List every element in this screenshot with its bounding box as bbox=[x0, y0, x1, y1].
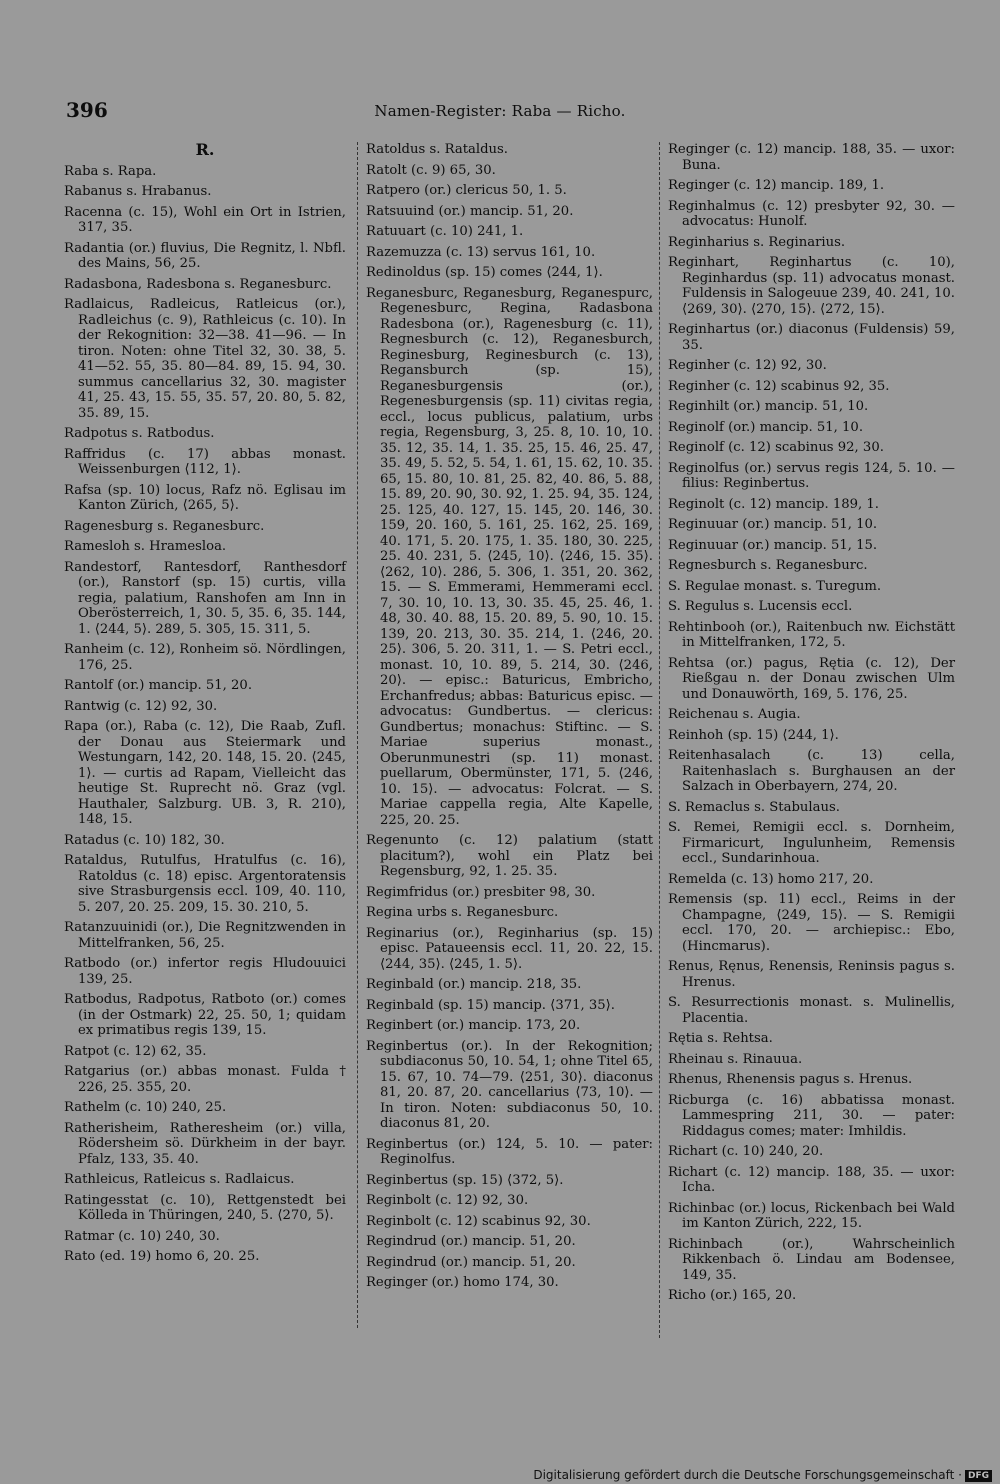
index-entry: Reginbertus (sp. 15) ⟨372, 5⟩. bbox=[366, 1172, 564, 1188]
index-entry: Rętia s. Rehtsa. bbox=[668, 1031, 773, 1046]
index-entry: Rehtsa (or.) pagus, Rętia (c. 12), Der Rießgau n. der Donau zwischen Ulm und Donauwörth, 169, 5. 176, 25. bbox=[668, 655, 955, 702]
index-entry: Rantwig (c. 12) 92, 30. bbox=[64, 698, 218, 714]
index-entry: Reginbolt (c. 12) scabinus 92, 30. bbox=[366, 1213, 591, 1229]
index-entry: Ratsuuind (or.) mancip. 51, 20. bbox=[366, 203, 574, 219]
index-entry: Regimfridus (or.) presbiter 98, 30. bbox=[366, 884, 596, 900]
index-entry: Ratbodus, Radpotus, Ratboto (or.) comes (in der Ostmark) 22, 25. 50, 1; quidam ex primatibus regis 139, 15. bbox=[64, 992, 346, 1038]
index-entry: Reginbertus (or.) 124, 5. 10. — pater: Reginolfus. bbox=[366, 1136, 653, 1167]
index-entry: Reginolf (or.) mancip. 51, 10. bbox=[668, 419, 864, 435]
index-entry: Ratbodo (or.) infertor regis Hludouuici 139, 25. bbox=[64, 956, 346, 987]
index-entry: Reginbald (or.) mancip. 218, 35. bbox=[366, 977, 582, 992]
index-column-2 bbox=[366, 142, 653, 1334]
index-entry: Reginger (c. 12) mancip. 189, 1. bbox=[668, 178, 885, 193]
index-entry: S. Regulae monast. s. Turegum. bbox=[668, 578, 882, 594]
index-entry: Reichenau s. Augia. bbox=[668, 707, 801, 722]
index-entry: Rathleicus, Ratleicus s. Radlaicus. bbox=[64, 1172, 295, 1187]
index-entry: Reginbolt (c. 12) 92, 30. bbox=[366, 1193, 529, 1208]
index-entry: Reginharius s. Reginarius. bbox=[668, 234, 846, 250]
index-entry: Richart (c. 10) 240, 20. bbox=[668, 1144, 824, 1159]
index-entry: Reginolf (c. 12) scabinus 92, 30. bbox=[668, 440, 884, 455]
index-entry: Richart (c. 12) mancip. 188, 35. — uxor: Icha. bbox=[668, 1164, 955, 1195]
index-entry: S. Regulus s. Lucensis eccl. bbox=[668, 599, 853, 614]
index-entry: Ratpero (or.) clericus 50, 1. 5. bbox=[366, 183, 567, 198]
index-entry: Ratuuart (c. 10) 241, 1. bbox=[366, 224, 524, 239]
index-entry: Reitenhasalach (c. 13) cella, Raitenhaslach s. Burghausen an der Salzach in Oberbayern, 274, 20. bbox=[668, 748, 955, 794]
index-entry: Renus, Ręnus, Renensis, Reninsis pagus s. Hrenus. bbox=[668, 959, 955, 990]
index-entry: Regindrud (or.) mancip. 51, 20. bbox=[366, 1254, 576, 1270]
index-entry: Richo (or.) 165, 20. bbox=[668, 1288, 797, 1303]
index-entry: Reginbert (or.) mancip. 173, 20. bbox=[366, 1018, 581, 1033]
index-entry: Rathelm (c. 10) 240, 25. bbox=[64, 1100, 227, 1115]
index-entry: Reginhart, Reginhartus (c. 10), Reginhardus (sp. 11) advocatus monast. Fuldensis in Salogeuue 239, 40. 241, 10. ⟨269, 30⟩. ⟨270, 15⟩. ⟨272, 15⟩. bbox=[668, 255, 955, 317]
index-entry: Reginher (c. 12) 92, 30. bbox=[668, 358, 827, 373]
index-entry: Regina urbs s. Reganesburc. bbox=[366, 905, 559, 920]
index-entry: Rheinau s. Rinauua. bbox=[668, 1051, 803, 1067]
index-entry: Reginarius (or.), Reginharius (sp. 15) episc. Pataueensis eccl. 11, 20. 22, 15. ⟨244, 35⟩. ⟨245, 1. 5⟩. bbox=[366, 925, 653, 972]
index-entry: Reginolt (c. 12) mancip. 189, 1. bbox=[668, 496, 879, 512]
page-number: 396 bbox=[66, 98, 108, 122]
column-divider bbox=[357, 142, 358, 1328]
index-entry: Ratgarius (or.) abbas monast. Fulda † 226, 25. 355, 20. bbox=[64, 1064, 346, 1095]
index-entry: Rabanus s. Hrabanus. bbox=[64, 184, 212, 199]
index-entry: Reganesburc, Reganesburg, Reganespurc, Regenesburc, Regina, Radasbona Radesbona (or.), Ragenesburg (c. 11), Regnesburch (c. 12), Reganesburch, Reginesburg, Reginesburch (c. 13), Regansburch (sp. 15), Reganesburgensis (or.), Regenesburgensis (sp. 11) civitas regia, eccl., locus publicus, palatium, urbs regia, Regensburg, 3, 25. 8, 10. 10, 10. 35. 12, 35. 14, 1. 35. 25, 15. 46, 25. 47, 35. 49, 5. 52, 5. 54, 1. 61, 15. 62, 10. 35. 65, 15. 80, 10. 81, 25. 82, 40. 86, 5. 88, 15. 89, 20. 90, 30. 92, 1. 25. 94, 35. 124, 25. 125, 40. 127, 15. 145, 20. 146, 30. 159, 20. 160, 5. 161, 25. 162, 25. 169, 40. 171, 5. 20. 175, 1. 35. 180, 30. 225, 25. 40. 231, 5. ⟨245, 10⟩. ⟨246, 15. 35⟩. ⟨262, 10⟩. 286, 5. 306, 1. 351, 20. 362, 15. — S. Emmerami, Hemmerami eccl. 7, 30. 10, 10. 13, 30. 35. 45, 25. 46, 1. 48, 30. 40. 88, 15. 20. 89, 5. 90, 10. 15. 139, 20. 213, 30. 35. 214, 1. ⟨246, 20. 25⟩. 306, 5. 20. 311, 1. — S. Petri eccl., monast. 10, 10. 89, 5. 214, 30. ⟨246, 20⟩. — episc.: Baturicus, Embricho, Erchanfredus; abbas: Baturicus episc. — advocatus: Gundbertus. — clericus: Gundbertus; monachus: Stiftinc. — S. Mariae superius monast., Oberunmunestri (sp. 11) monast. puellarum, Obermünster, 171, 5. ⟨246, 10. 15⟩. — advocatus: Folcrat. — S. Mariae cappella regia, Alte Kapelle, 225, 20. 25. bbox=[366, 285, 653, 828]
index-entry: Reinhoh (sp. 15) ⟨244, 1⟩. bbox=[668, 727, 839, 743]
index-entry: Ratolt (c. 9) 65, 30. bbox=[366, 162, 496, 178]
index-entry: Ricburga (c. 16) abbatissa monast. Lammespring 211, 30. — pater: Riddagus comes; mater: Imhildis. bbox=[668, 1092, 955, 1139]
index-entry: Reginuuar (or.) mancip. 51, 15. bbox=[668, 537, 878, 553]
index-entry: Ratmar (c. 10) 240, 30. bbox=[64, 1228, 220, 1244]
index-entry: Regindrud (or.) mancip. 51, 20. bbox=[366, 1234, 576, 1249]
index-entry: Radpotus s. Ratbodus. bbox=[64, 426, 215, 441]
index-entry: Remelda (c. 13) homo 217, 20. bbox=[668, 871, 874, 887]
index-entry: S. Resurrectionis monast. s. Mulinellis, Placentia. bbox=[668, 995, 955, 1026]
index-entry: Ragenesburg s. Reganesburc. bbox=[64, 518, 265, 534]
index-entry: Reginbertus (or.). In der Rekognition; subdiaconus 50, 10. 54, 1; ohne Titel 65, 15. 67, 10. 74—79. ⟨251, 30⟩. diaconus 81, 20. 87, 20. cancellarius ⟨73, 10⟩. — In tiron. Noten: subdiaconus 50, 10. diaconus 81, 20. bbox=[366, 1038, 653, 1131]
index-entry: Rantolf (or.) mancip. 51, 20. bbox=[64, 678, 253, 693]
index-entry: Reginolfus (or.) servus regis 124, 5. 10. — filius: Reginbertus. bbox=[668, 460, 955, 491]
index-entry: Reginuuar (or.) mancip. 51, 10. bbox=[668, 517, 878, 532]
index-entry: Redinoldus (sp. 15) comes ⟨244, 1⟩. bbox=[366, 265, 603, 280]
index-column-1 bbox=[64, 142, 346, 1334]
index-entry: Richinbach (or.), Wahrscheinlich Rikkenbach ö. Lindau am Bodensee, 149, 35. bbox=[668, 1236, 955, 1283]
index-entry: Rhenus, Rhenensis pagus s. Hrenus. bbox=[668, 1072, 913, 1087]
index-entry: S. Remei, Remigii eccl. s. Dornheim, Firmaricurt, Ingulunheim, Remensis eccl., Sundarinhoua. bbox=[668, 820, 955, 866]
index-entry: Reginhalmus (c. 12) presbyter 92, 30. — advocatus: Hunolf. bbox=[668, 198, 955, 229]
column-divider bbox=[659, 142, 660, 1338]
index-entry: Radantia (or.) fluvius, Die Regnitz, l. Nbfl. des Mains, 56, 25. bbox=[64, 240, 346, 271]
index-entry: Reginhilt (or.) mancip. 51, 10. bbox=[668, 399, 869, 414]
running-title: Namen-Register: Raba — Richo. bbox=[374, 102, 626, 120]
index-entry: Razemuzza (c. 13) servus 161, 10. bbox=[366, 244, 596, 260]
index-entry: Reginbald (sp. 15) mancip. ⟨371, 35⟩. bbox=[366, 997, 616, 1013]
index-column-3 bbox=[668, 142, 955, 1334]
index-entry: Ratpot (c. 12) 62, 35. bbox=[64, 1043, 207, 1059]
page-header bbox=[64, 96, 936, 126]
index-entry: Rataldus, Rutulfus, Hratulfus (c. 16), Ratoldus (c. 18) episc. Argentoratensis sive Strasburgensis eccl. 109, 40. 110, 5. 207, 20. 25. 209, 15. 30. 210, 5. bbox=[64, 853, 346, 915]
index-entry: Radasbona, Radesbona s. Reganesburc. bbox=[64, 276, 332, 292]
index-entry: Regnesburch s. Reganesburc. bbox=[668, 558, 868, 573]
dfg-logo-icon: DFG bbox=[965, 1470, 992, 1482]
index-entry: Ranheim (c. 12), Ronheim sö. Nördlingen, 176, 25. bbox=[64, 642, 346, 673]
index-entry: Raffridus (c. 17) abbas monast. Weissenburgen ⟨112, 1⟩. bbox=[64, 446, 346, 477]
index-entry: Rafsa (sp. 10) locus, Rafz nö. Eglisau im Kanton Zürich, ⟨265, 5⟩. bbox=[64, 482, 346, 513]
index-entry: Randestorf, Rantesdorf, Ranthesdorf (or.), Ranstorf (sp. 15) curtis, villa regia, palatium, Ranshofen am Inn in Oberösterreich, 1, 30. 5, 35. 6, 35. 144, 1. ⟨244, 5⟩. 289, 5. 305, 15. 311, 5. bbox=[64, 559, 346, 637]
index-entry: Rato (ed. 19) homo 6, 20. 25. bbox=[64, 1249, 260, 1264]
index-entry: Ratingesstat (c. 10), Rettgenstedt bei Kölleda in Thüringen, 240, 5. ⟨270, 5⟩. bbox=[64, 1192, 346, 1223]
index-entry: Ramesloh s. Hramesloa. bbox=[64, 539, 227, 554]
index-entry: Regenunto (c. 12) palatium (statt placitum?), wohl ein Platz bei Regensburg, 92, 1. 25. 35. bbox=[366, 833, 653, 879]
index-entry: Remensis (sp. 11) eccl., Reims in der Champagne, ⟨249, 15⟩. — S. Remigii eccl. 170, 20. — archiepisc.: Ebo, (Hincmarus). bbox=[668, 892, 955, 954]
index-entry: Raba s. Rapa. bbox=[64, 163, 157, 179]
section-letter: R. bbox=[195, 140, 215, 159]
index-entry: Richinbac (or.) locus, Rickenbach bei Wald im Kanton Zürich, 222, 15. bbox=[668, 1200, 955, 1231]
footer-text: Digitalisierung gefördert durch die Deutsche Forschungsgemeinschaft · bbox=[533, 1468, 962, 1482]
index-entry: Rapa (or.), Raba (c. 12), Die Raab, Zufl. der Donau aus Steiermark und Westungarn, 142, 20. 148, 15. 20. ⟨245, 1⟩. — curtis ad Rapam, Vielleicht das heutige St. Ruprecht nö. Graz (vgl. Hauthaler, Salzburg. UB. 3, R. 210), 148, 15. bbox=[64, 719, 346, 827]
index-entry: Reginher (c. 12) scabinus 92, 35. bbox=[668, 378, 890, 394]
index-entry: Ratanzuuinidi (or.), Die Regnitzwenden in Mittelfranken, 56, 25. bbox=[64, 920, 346, 951]
index-entry: Ratadus (c. 10) 182, 30. bbox=[64, 832, 225, 848]
index-entry: Rehtinbooh (or.), Raitenbuch nw. Eichstätt in Mittelfranken, 172, 5. bbox=[668, 619, 955, 650]
index-entry: Ratherisheim, Ratheresheim (or.) villa, Rödersheim sö. Dürkheim in der bayr. Pfalz, 133, 35. 40. bbox=[64, 1120, 346, 1167]
index-entry: Reginger (or.) homo 174, 30. bbox=[366, 1275, 559, 1290]
index-entry: Radlaicus, Radleicus, Ratleicus (or.), Radleichus (c. 9), Rathleicus (c. 10). In der Rekognition: 32—38. 41—96. — In tiron. Noten: ohne Titel 32, 30. 38, 5. 41—52. 55, 35. 80—84. 89, 15. 94, 30. summus cancellarius 32, 30. magister 41, 25. 43, 15. 55, 35. 57, 20. 80, 5. 82, 35. 89, 15. bbox=[64, 297, 346, 421]
index-entry: Ratoldus s. Rataldus. bbox=[366, 142, 508, 157]
index-entry: S. Remaclus s. Stabulaus. bbox=[668, 799, 840, 815]
index-entry: Racenna (c. 15), Wohl ein Ort in Istrien, 317, 35. bbox=[64, 204, 346, 235]
index-entry: Reginger (c. 12) mancip. 188, 35. — uxor: Buna. bbox=[668, 142, 955, 173]
footer-credit bbox=[533, 1468, 992, 1482]
index-entry: Reginhartus (or.) diaconus (Fuldensis) 59, 35. bbox=[668, 322, 955, 353]
